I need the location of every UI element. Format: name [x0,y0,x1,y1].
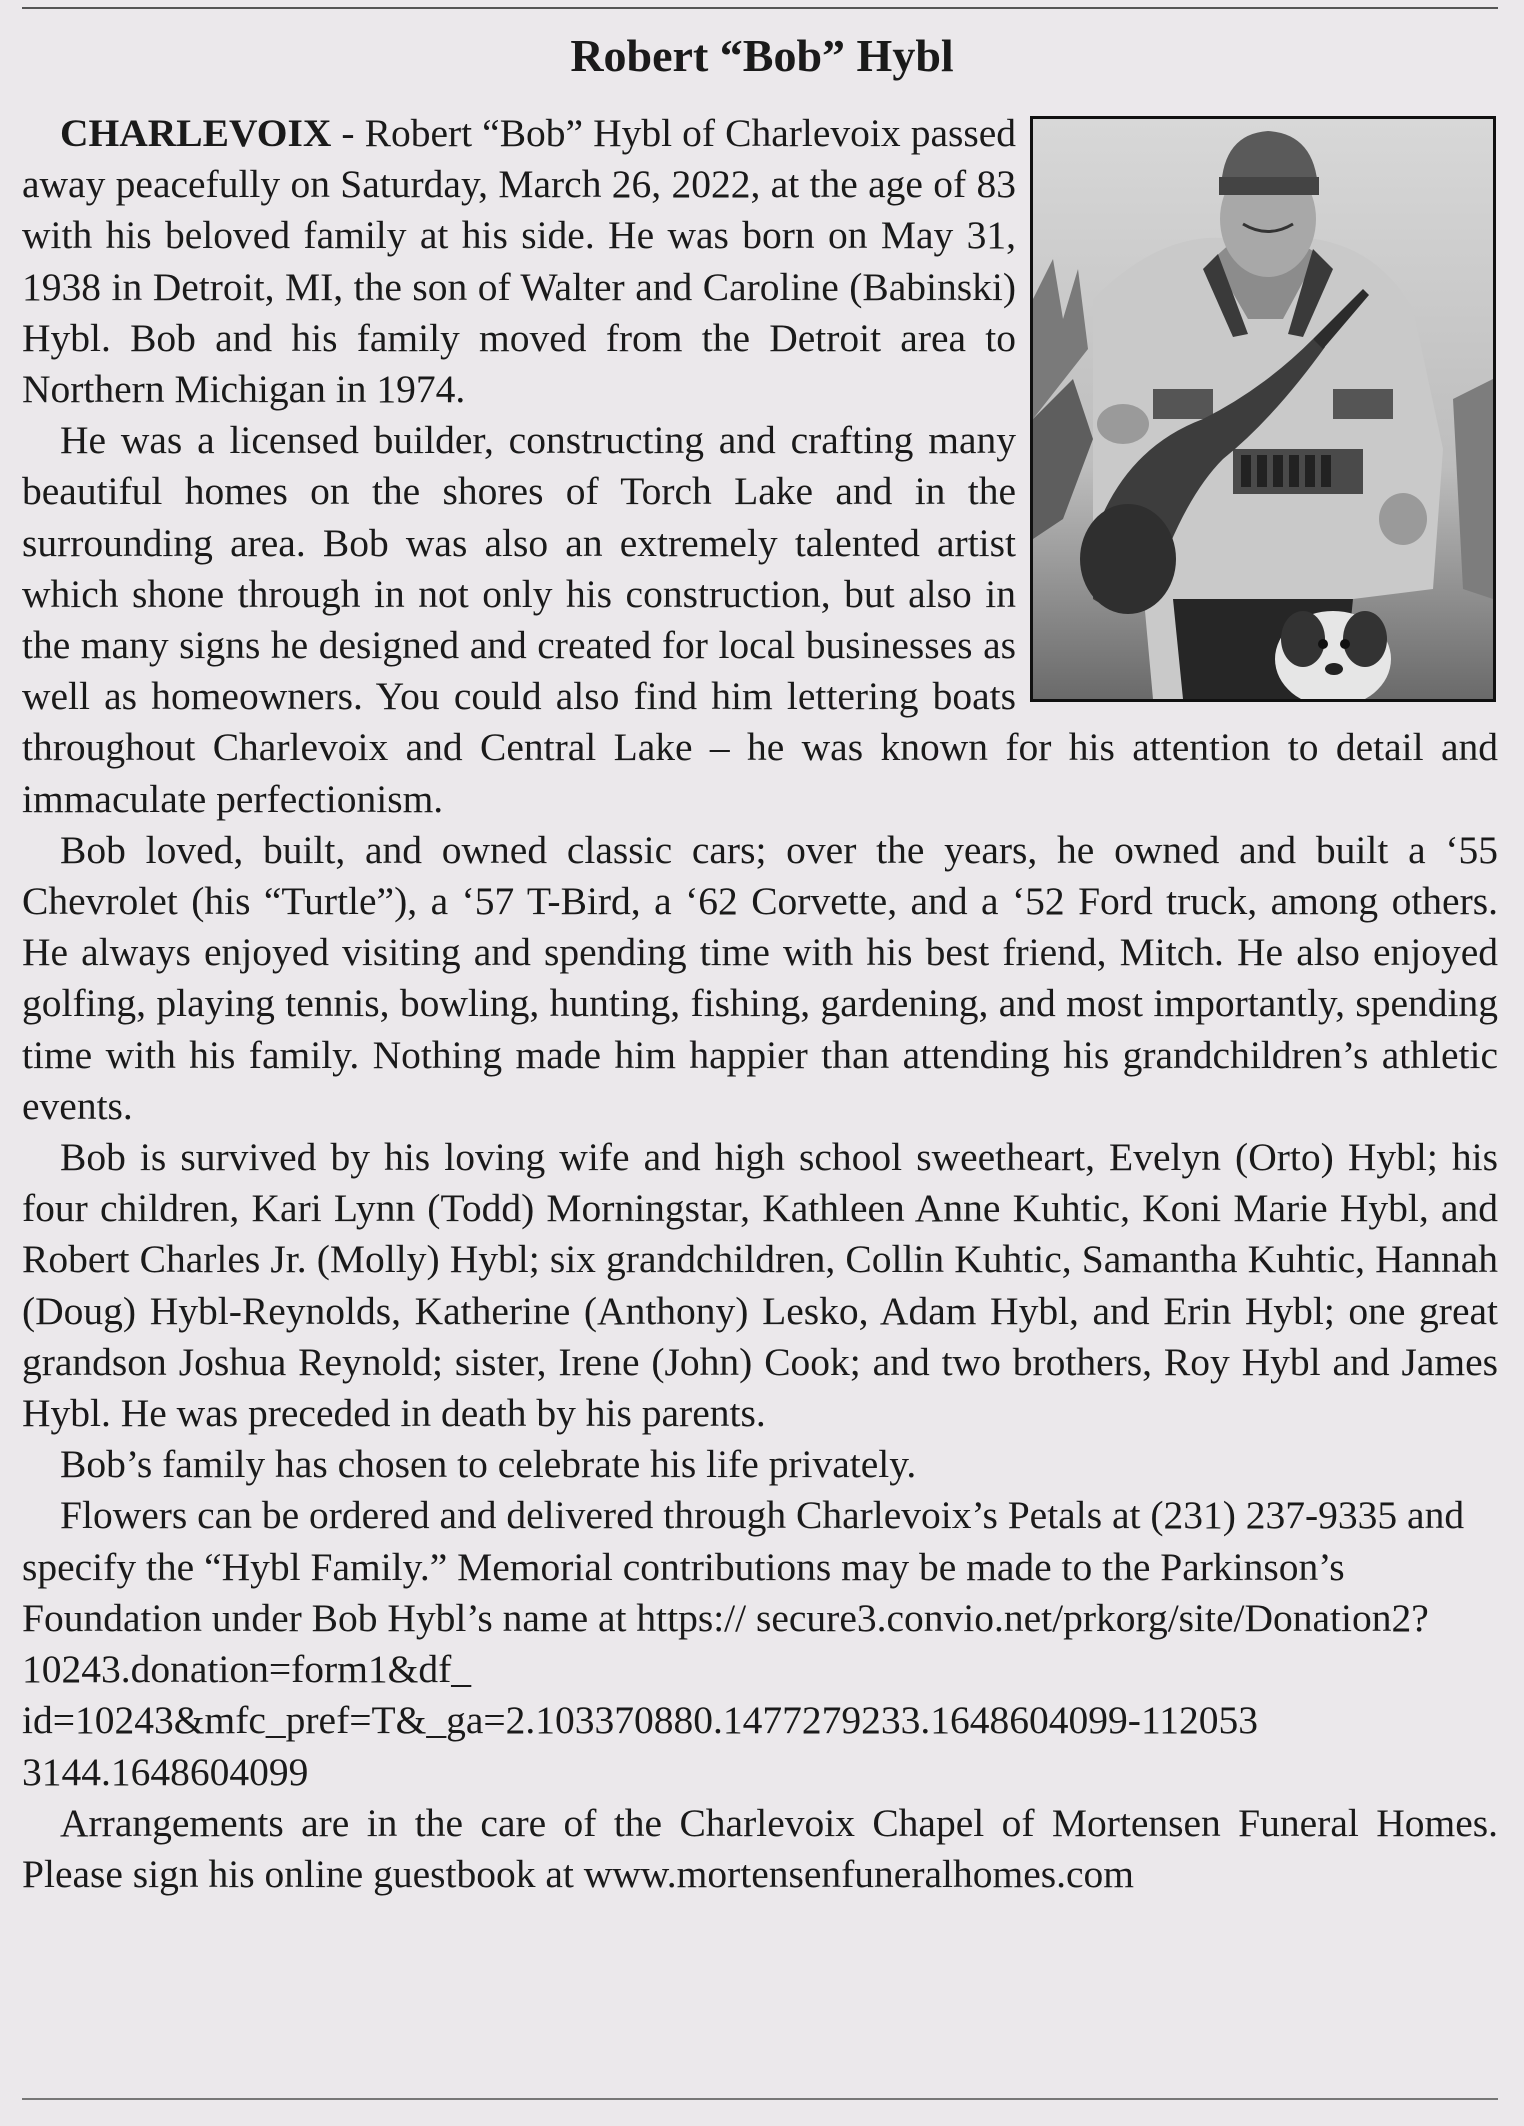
bottom-rule [22,2098,1498,2100]
dateline: CHARLEVOIX [60,111,332,155]
top-rule [22,7,1498,9]
photo-spacer [1016,108,1498,712]
paragraph-2: He was a licensed builder, constructing and crafting many beautiful homes on the shores of Torch Lake and in the surrounding area. Bob was also an extremely talented artist which shone through in not only his construction, but also in the many signs he designed and created for local businesses as well as homeowners. You could also find him lettering boats throughout Charlevoix and Central Lake – he was known for his attention to detail and immaculate perfectionism. [22,418,1498,821]
paragraph-6: Flowers can be ordered and delivered through Charlevoix’s Petals at (231) 237-9335 and specify the “Hybl Family.” Memorial contributions may be made to the Parkinson’s Foundation under Bob Hybl’s name at https:// secure3.convio.net/prkorg/site/Donation2? 10243.donation=form1&df_ id=10243&mfc_pref=T&_ga=2.103370880.1477279233.1648604099-112053 3144.1648604099 [22,1493,1465,1794]
paragraph-7: Arrangements are in the care of the Charlevoix Chapel of Mortensen Funeral Homes. Please sign his online guestbook at www.mortensenfuneralhomes.com [22,1800,1498,1896]
paragraph-3: Bob loved, built, and owned classic cars; over the years, he owned and built a ‘55 Chevrolet (his “Turtle”), a ‘57 T-Bird, a ‘62 Corvette, and a ‘52 Ford truck, among others. He always enjoyed visiting and spending time with his best friend, Mitch. He also enjoyed golfing, playing tennis, bowling, hunting, fishing, gardening, and most importantly, spending time with his family. Nothing made him happier than attending his grandchildren’s athletic events. [22,827,1498,1128]
paragraph-1-text: - Robert “Bob” Hybl of Charlevoix passed away peacefully on Saturday, March 26, 2022, at the age of 83 with his beloved family at his side. He was born on May 31, 1938 in Detroit, MI, the son of Walter and Caroline (Babinski) Hybl. Bob and his family moved from the Detroit area to Northern Michigan in 1974. [22,111,1016,412]
paragraph-4: Bob is survived by his loving wife and high school sweetheart, Evelyn (Orto) Hybl; his four children, Kari Lynn (Todd) Morningstar, Kathleen Anne Kuhtic, Koni Marie Hybl, and Robert Charles Jr. (Molly) Hybl; six grandchildren, Collin Kuhtic, Samantha Kuhtic, Hannah (Doug) Hybl-Reynolds, Katherine (Anthony) Lesko, Adam Hybl, and Erin Hybl; one great grandson Joshua Reynold; sister, Irene (John) Cook; and two brothers, Roy Hybl and James Hybl. He was preceded in death by his parents. [22,1135,1498,1436]
paragraph-5: Bob’s family has chosen to celebrate his life privately. [60,1442,917,1487]
obituary-body [22,108,1498,1900]
obituary-headline: Robert “Bob” Hybl [570,30,954,81]
